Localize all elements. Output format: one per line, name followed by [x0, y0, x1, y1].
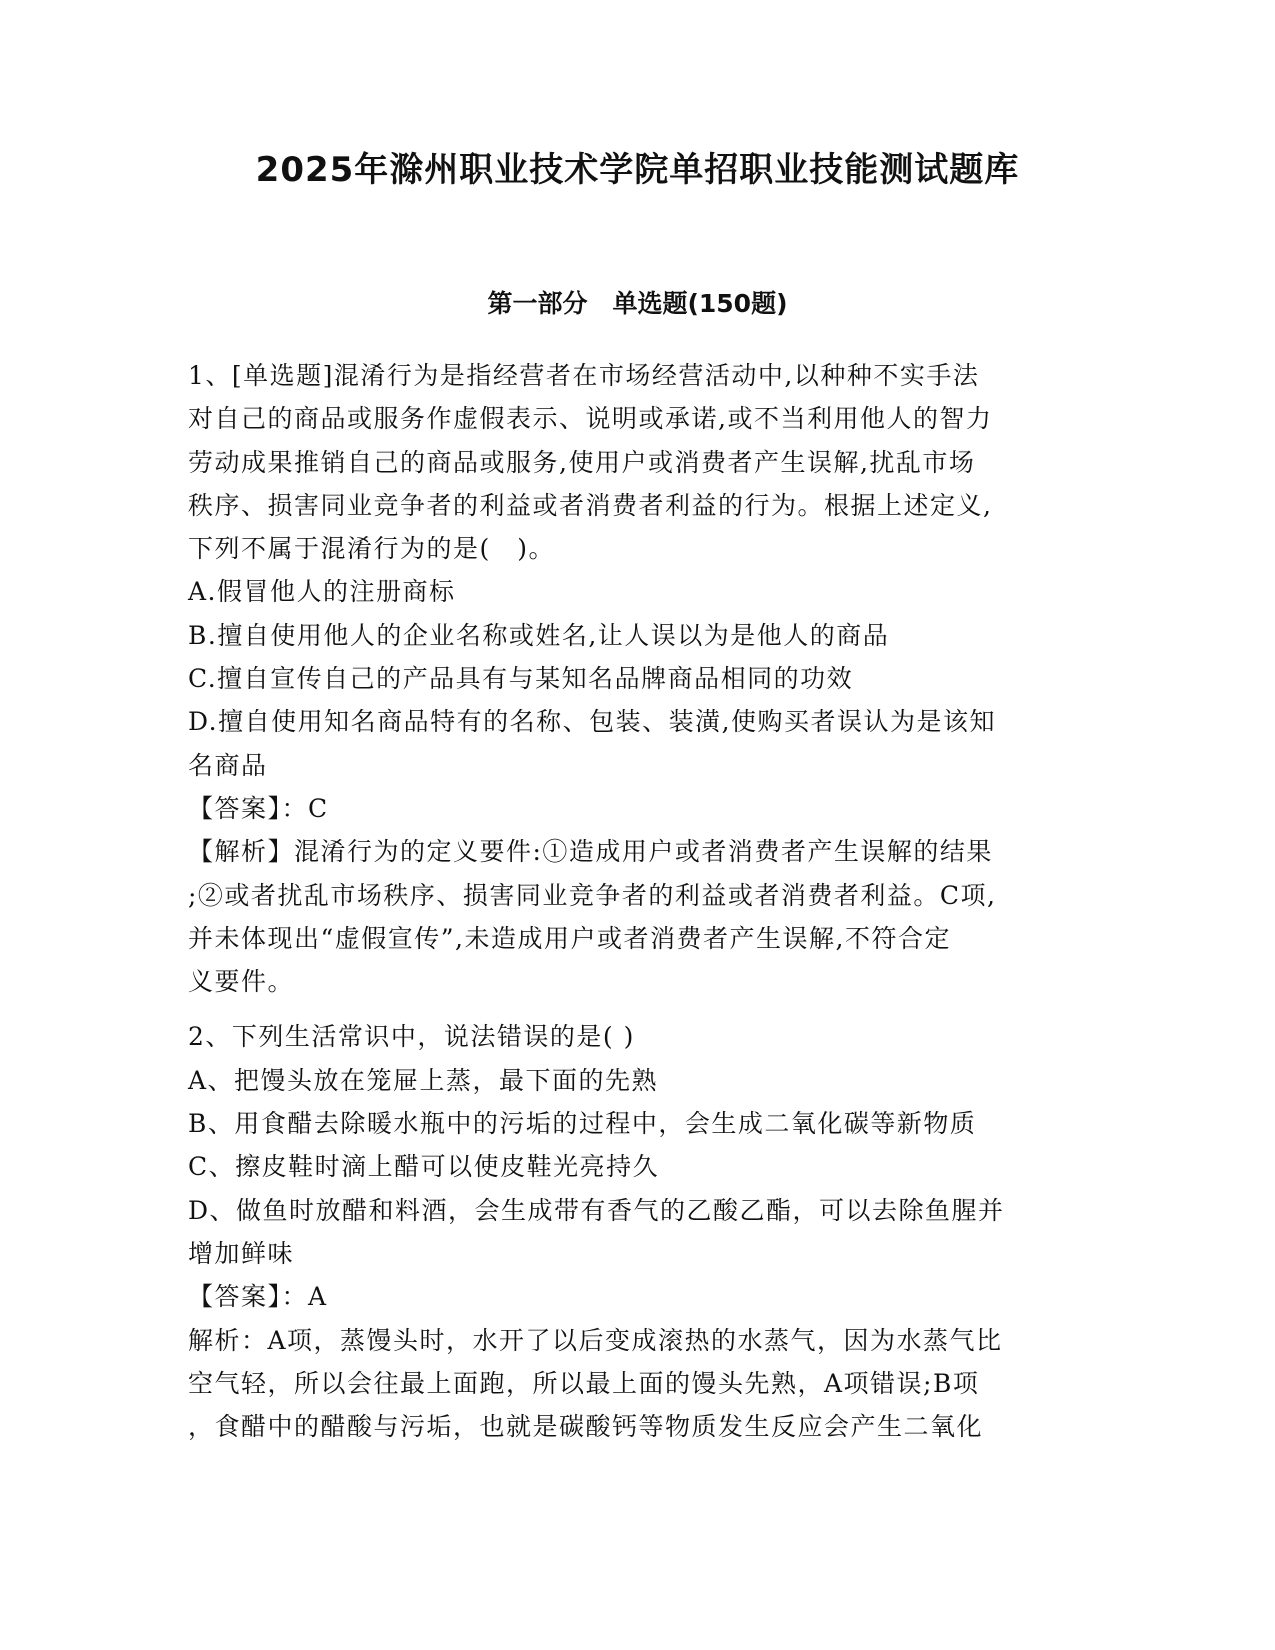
question-spacer — [188, 1003, 1078, 1015]
section-heading: 第一部分 单选题(150题) — [487, 289, 788, 318]
question-1-explanation: 并未体现出“虚假宣传”,未造成用户或者消费者产生误解,不符合定 — [188, 923, 951, 953]
question-2-line: 2、下列生活常识中，说法错误的是( ) — [188, 1022, 635, 1052]
question-1-option-d: D.擅自使用知名商品特有的名称、包装、装潢,使购买者误认为是该知 — [188, 707, 997, 737]
question-2-option-a: A、把馒头放在笼屉上蒸，最下面的先熟 — [188, 1065, 659, 1095]
question-1-explanation: 【解析】混淆行为的定义要件:①造成用户或者消费者产生误解的结果 — [188, 837, 993, 867]
question-1-line: 劳动成果推销自己的商品或服务,使用户或消费者产生误解,扰乱市场 — [188, 447, 976, 477]
question-1-line: 1、[单选题]混淆行为是指经营者在市场经营活动中,以种种不实手法 — [188, 361, 980, 390]
question-1-answer: 【答案】：C — [188, 793, 329, 823]
page-title: 2025年滁州职业技术学院单招职业技能测试题库 — [255, 150, 1020, 190]
document-body — [188, 354, 1078, 1448]
question-1 — [188, 354, 1078, 1003]
question-1-option-a: A.假冒他人的注册商标 — [188, 577, 456, 607]
question-1-option-d: 名商品 — [188, 750, 268, 780]
question-2-option-c: C、擦皮鞋时滴上醋可以使皮鞋光亮持久 — [188, 1152, 660, 1182]
question-1-line: 秩序、损害同业竞争者的利益或者消费者利益的行为。根据上述定义, — [188, 490, 993, 520]
question-2-option-b: B、用食醋去除暖水瓶中的污垢的过程中，会生成二氧化碳等新物质 — [188, 1109, 977, 1139]
question-2-answer: 【答案】：A — [188, 1282, 328, 1312]
question-2-explanation: ，食醋中的醋酸与污垢，也就是碳酸钙等物质发生反应会产生二氧化 — [188, 1412, 984, 1442]
question-2-option-d: 增加鲜味 — [188, 1238, 295, 1268]
question-2-explanation: 空气轻，所以会往最上面跑，所以最上面的馒头先熟，A项错误;B项 — [188, 1368, 980, 1398]
question-2-explanation: 解析：A项，蒸馒头时，水开了以后变成滚热的水蒸气，因为水蒸气比 — [188, 1325, 1003, 1355]
question-1-line: 对自己的商品或服务作虚假表示、说明或承诺,或不当利用他人的智力 — [188, 404, 993, 434]
question-1-option-b: B.擅自使用他人的企业名称或姓名,让人误以为是他人的商品 — [188, 620, 890, 650]
question-1-line: 下列不属于混淆行为的是( )。 — [188, 534, 556, 564]
question-2-option-d: D、做鱼时放醋和料酒，会生成带有香气的乙酸乙酯，可以去除鱼腥并 — [188, 1195, 1005, 1225]
question-1-explanation: ;②或者扰乱市场秩序、损害同业竞争者的利益或者消费者利益。C项, — [188, 880, 997, 910]
question-1-explanation: 义要件。 — [188, 967, 295, 997]
question-2 — [188, 1015, 1078, 1448]
question-1-option-c: C.擅自宣传自己的产品具有与某知名品牌商品相同的功效 — [188, 664, 854, 694]
